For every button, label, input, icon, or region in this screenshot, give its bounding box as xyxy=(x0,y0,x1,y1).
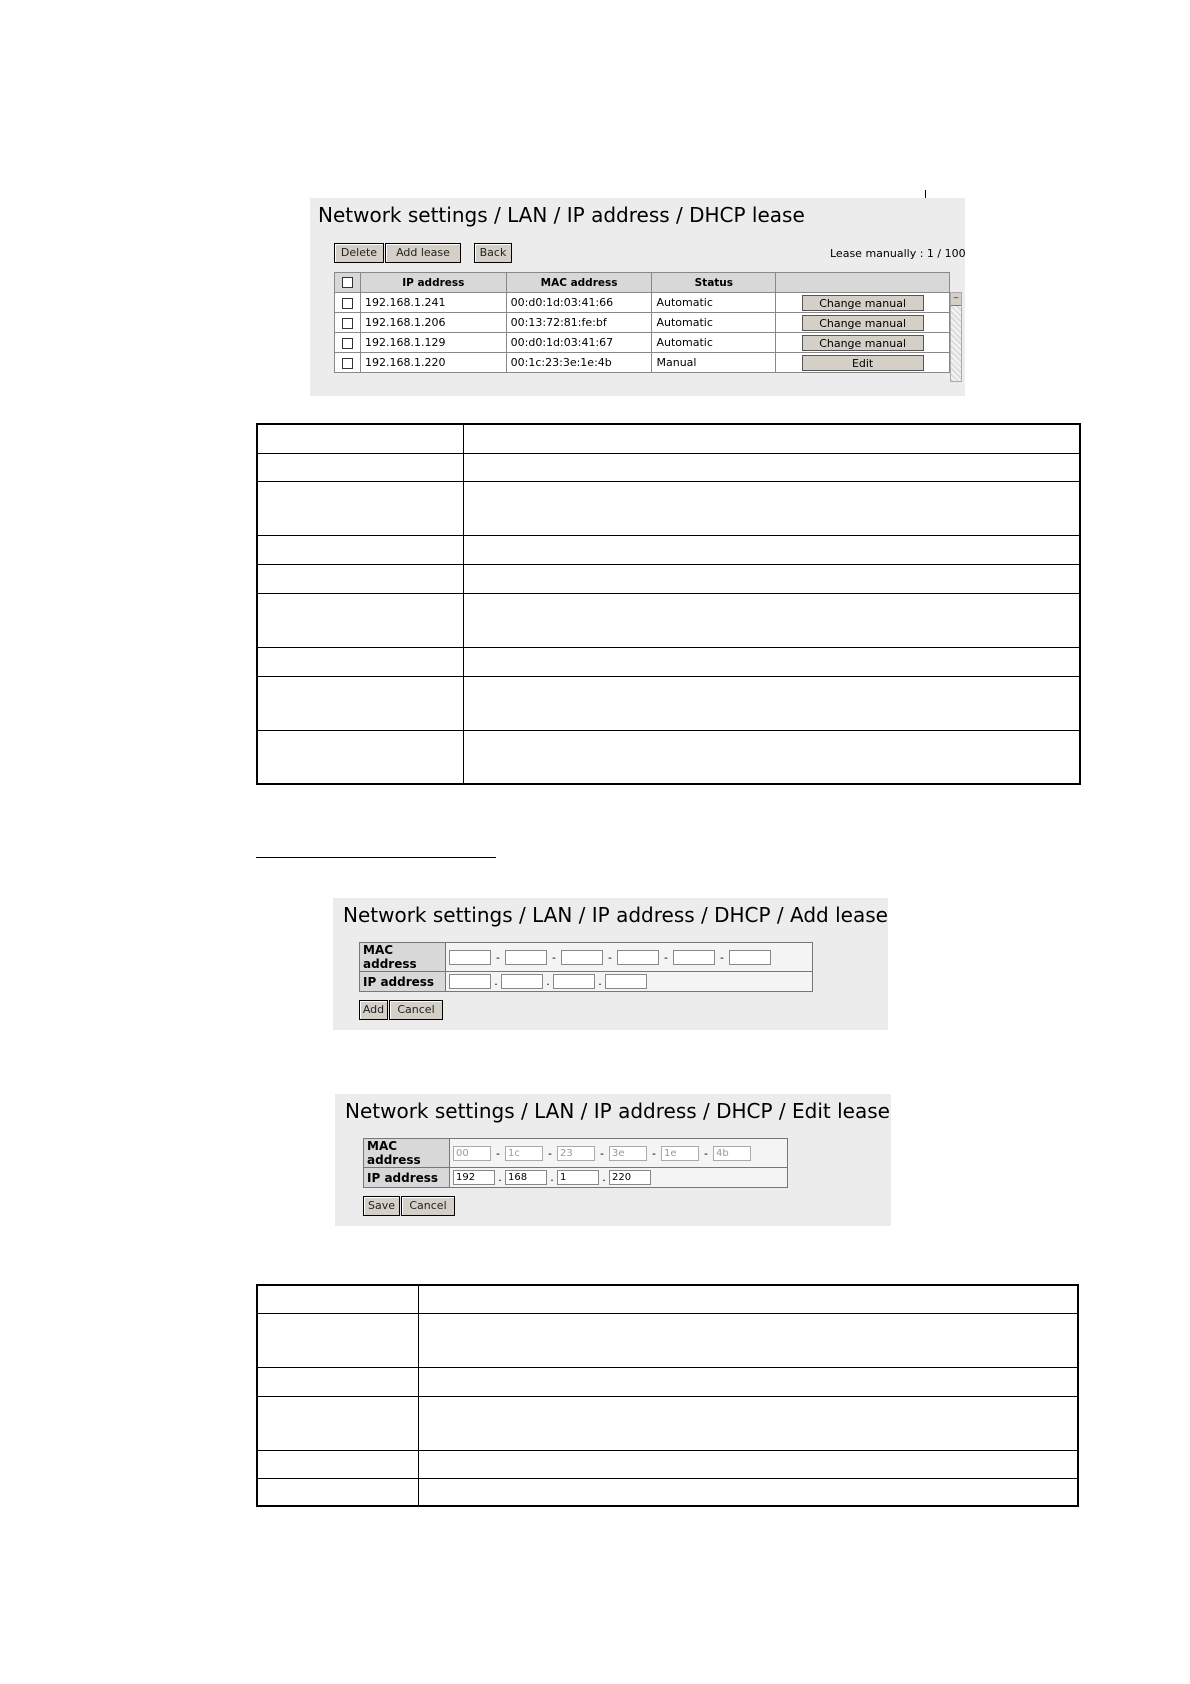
page-title: Network settings / LAN / IP address / DHCP lease xyxy=(318,203,805,227)
page-title: Network settings / LAN / IP address / DHCP / Add lease xyxy=(343,903,888,927)
add-lease-form: MAC address - - - - - IP address . . . xyxy=(359,942,813,992)
mac-field-2[interactable] xyxy=(505,950,547,965)
save-button[interactable]: Save xyxy=(363,1196,400,1216)
mac-field-4[interactable] xyxy=(617,950,659,965)
ip-field-4[interactable] xyxy=(605,974,647,989)
change-manual-button[interactable]: Change manual xyxy=(802,335,924,351)
row-mac: 00:1c:23:3e:1e:4b xyxy=(506,353,652,373)
mac-field-2: 1c xyxy=(505,1146,543,1161)
row-checkbox[interactable] xyxy=(335,333,361,353)
table-header xyxy=(335,273,950,293)
delete-button[interactable]: Delete xyxy=(334,243,384,263)
cancel-button[interactable]: Cancel xyxy=(401,1196,455,1216)
mac-address-label: MAC address xyxy=(360,943,446,972)
lease-count: Lease manually : 1 / 100 xyxy=(830,247,966,260)
ip-address-label: IP address xyxy=(360,972,446,992)
row-mac: 00:13:72:81:fe:bf xyxy=(506,313,652,333)
add-lease-button[interactable]: Add lease xyxy=(385,243,461,263)
row-ip: 192.168.1.220 xyxy=(360,353,506,373)
page-title: Network settings / LAN / IP address / DHCP / Edit lease xyxy=(345,1099,890,1123)
edit-button[interactable]: Edit xyxy=(802,355,924,371)
table-row xyxy=(335,333,950,353)
row-mac: 00:d0:1d:03:41:67 xyxy=(506,333,652,353)
column-header-status: Status xyxy=(652,273,776,293)
ip-field-4[interactable]: 220 xyxy=(609,1170,651,1185)
ip-field-3[interactable] xyxy=(553,974,595,989)
select-all-checkbox[interactable] xyxy=(335,273,361,293)
ip-address-label: IP address xyxy=(364,1168,450,1188)
mac-field-4: 3e xyxy=(609,1146,647,1161)
back-button[interactable]: Back xyxy=(474,243,512,263)
mac-address-label: MAC address xyxy=(364,1139,450,1168)
row-ip: 192.168.1.206 xyxy=(360,313,506,333)
column-header-ip: IP address xyxy=(360,273,506,293)
lease-description-table xyxy=(256,423,1081,785)
row-status: Automatic xyxy=(652,333,776,353)
section-underline xyxy=(256,857,496,858)
row-status: Automatic xyxy=(652,313,776,333)
edit-lease-form: MAC address 00 - 1c - 23 - 3e - 1e - 4b IP address 192 . 168 . 1 . 220 xyxy=(363,1138,788,1188)
mac-field-6[interactable] xyxy=(729,950,771,965)
mac-field-1: 00 xyxy=(453,1146,491,1161)
row-checkbox[interactable] xyxy=(335,353,361,373)
ip-field-2[interactable] xyxy=(501,974,543,989)
ip-field-3[interactable]: 1 xyxy=(557,1170,599,1185)
add-button[interactable]: Add xyxy=(359,1000,388,1020)
edit-lease-panel xyxy=(335,1094,891,1226)
edit-description-table xyxy=(256,1284,1079,1507)
row-ip: 192.168.1.241 xyxy=(360,293,506,313)
row-mac: 00:d0:1d:03:41:66 xyxy=(506,293,652,313)
mac-field-3[interactable] xyxy=(561,950,603,965)
table-row xyxy=(335,313,950,333)
column-header-mac: MAC address xyxy=(506,273,652,293)
change-manual-button[interactable]: Change manual xyxy=(802,295,924,311)
table-scrollbar[interactable] xyxy=(950,292,962,382)
row-status: Manual xyxy=(652,353,776,373)
row-checkbox[interactable] xyxy=(335,313,361,333)
lease-table xyxy=(334,272,950,373)
dhcp-lease-panel xyxy=(310,198,965,396)
ip-field-1[interactable] xyxy=(449,974,491,989)
mac-field-6: 4b xyxy=(713,1146,751,1161)
column-header-action xyxy=(776,273,950,293)
row-ip: 192.168.1.129 xyxy=(360,333,506,353)
table-row xyxy=(335,293,950,313)
add-lease-panel xyxy=(333,898,888,1030)
mac-field-5: 1e xyxy=(661,1146,699,1161)
change-manual-button[interactable]: Change manual xyxy=(802,315,924,331)
mac-field-5[interactable] xyxy=(673,950,715,965)
ip-field-2[interactable]: 168 xyxy=(505,1170,547,1185)
mac-field-1[interactable] xyxy=(449,950,491,965)
cancel-button[interactable]: Cancel xyxy=(389,1000,443,1020)
table-row xyxy=(335,353,950,373)
scroll-up-icon[interactable]: – xyxy=(951,293,961,306)
ip-field-1[interactable]: 192 xyxy=(453,1170,495,1185)
row-checkbox[interactable] xyxy=(335,293,361,313)
mac-field-3: 23 xyxy=(557,1146,595,1161)
row-status: Automatic xyxy=(652,293,776,313)
